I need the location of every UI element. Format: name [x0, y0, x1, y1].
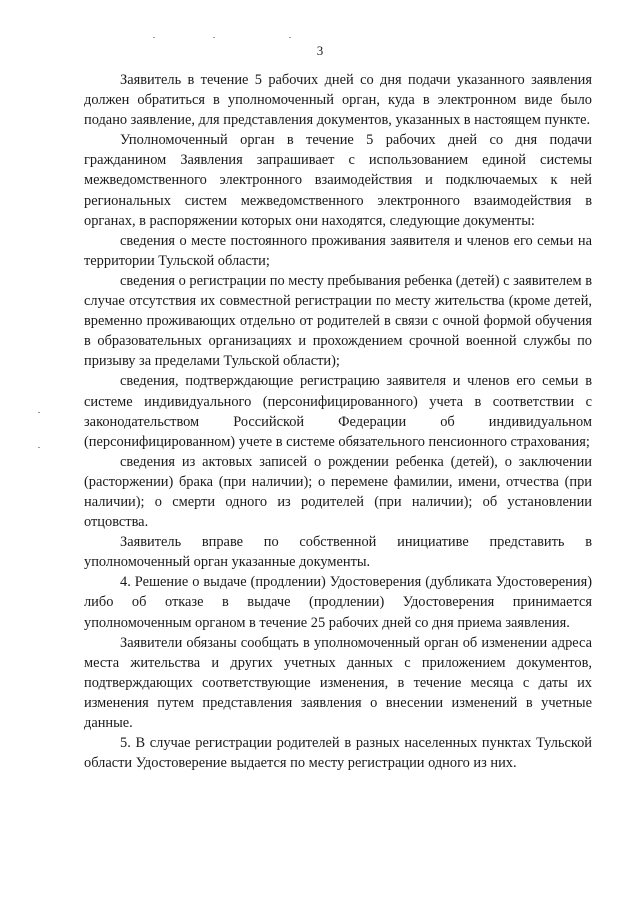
scan-speck	[38, 447, 40, 448]
scan-speck	[213, 37, 215, 38]
paragraph: Уполномоченный орган в течение 5 рабочих дней со дня подачи гражданином Заявления запрашивает с использованием единой системы межведомственного электронного взаимодействия и подключаемых к ней региональных систем межведомственного электронного взаимодействия в органах, в распоряжении которых они находятся, следующие документы:	[84, 132, 592, 229]
paragraph: Заявитель вправе по собственной инициативе представить в уполномоченный орган указанные документы.	[84, 534, 592, 571]
list-paragraph: сведения из актовых записей о рождении ребенка (детей), о заключении (расторжении) брака (при наличии); о перемене фамилии, имени, отчества (при наличии); о смерти одного из родителей (при наличии); об установлении отцовства.	[84, 453, 592, 531]
scan-speck	[153, 37, 155, 38]
numbered-paragraph: 5. В случае регистрации родителей в разных населенных пунктах Тульской области Удостоверение выдается по месту регистрации одного из них.	[84, 735, 592, 772]
list-paragraph: сведения о регистрации по месту пребывания ребенка (детей) с заявителем в случае отсутствия их совместной регистрации по месту жительства (кроме детей, временно проживающих отдельно от родителей в связи с очной формой обучения в образовательных организациях и прохождением срочной военной службы по призыву за пределами Тульской области);	[84, 272, 592, 370]
paragraph: Заявитель в течение 5 рабочих дней со дня подачи указанного заявления должен обратиться в уполномоченный орган, куда в электронном виде было подано заявление, для представления документов, указанных в настоящем пункте.	[84, 72, 592, 129]
paragraph: Заявители обязаны сообщать в уполномоченный орган об изменении адреса места жительства и других учетных данных с приложением документов, подтверждающих соответствующие изменения, в течение месяца с даты их изменения путем представления заявления о внесении изменений в учетные данные.	[84, 634, 592, 731]
list-paragraph: сведения, подтверждающие регистрацию заявителя и членов его семьи в системе индивидуального (персонифицированного) учета в соответствии с законодательством Российской Федерации об индивидуальном (персонифицированном) учете в системе обязательного пенсионного страхования;	[84, 373, 592, 450]
numbered-paragraph: 4. Решение о выдаче (продлении) Удостоверения (дубликата Удостоверения) либо об отказе в выдаче (продлении) Удостоверения принимается уполномоченным органом в течение 25 рабочих дней со дня приема заявления.	[84, 574, 592, 631]
scan-speck	[289, 37, 291, 38]
document-body	[84, 70, 592, 773]
page-number: 3	[316, 43, 324, 58]
scan-speck	[38, 412, 40, 413]
list-paragraph: сведения о месте постоянного проживания заявителя и членов его семьи на территории Тульской области;	[84, 232, 592, 269]
